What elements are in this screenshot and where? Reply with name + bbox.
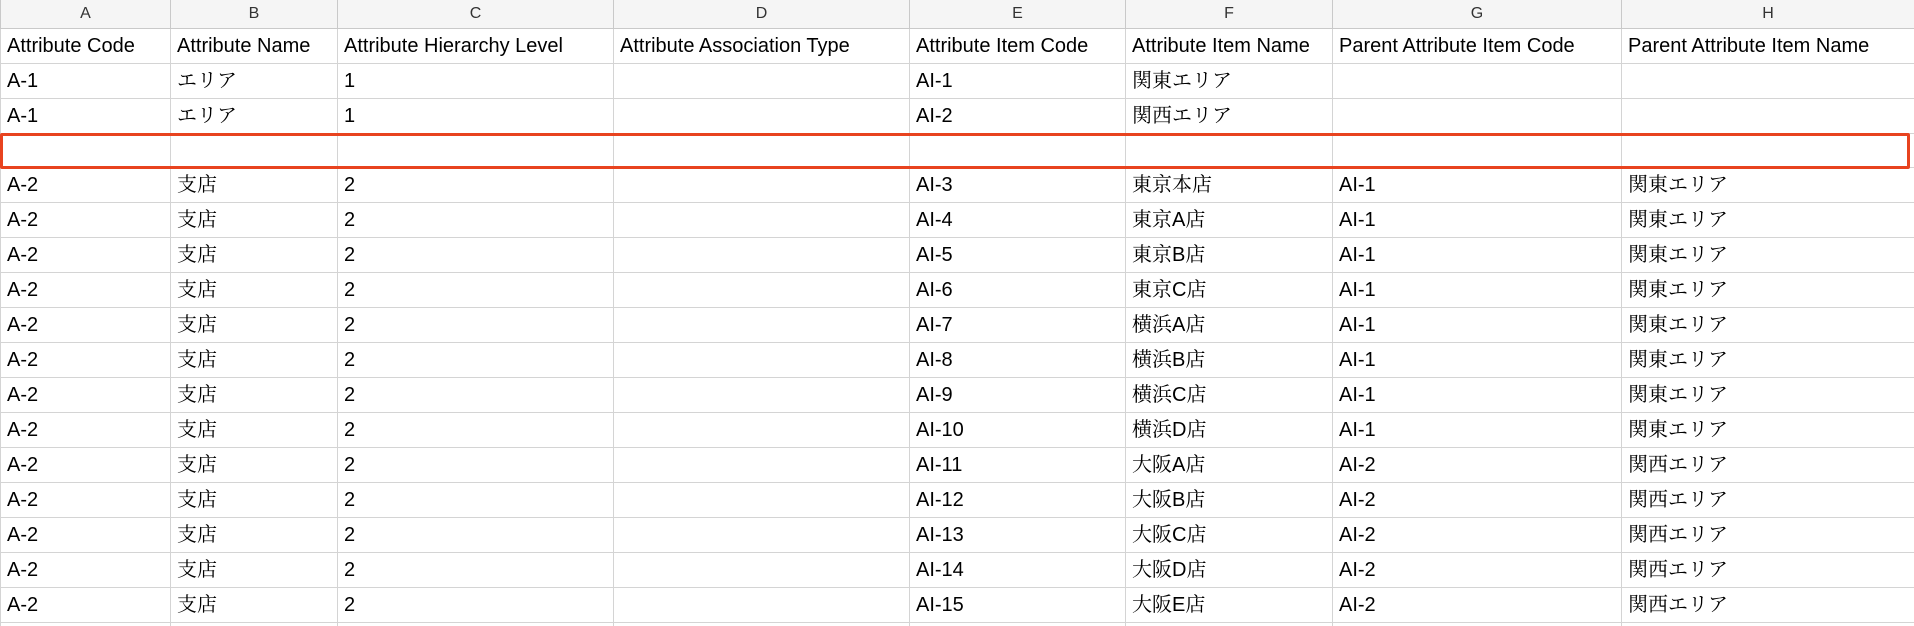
table-cell[interactable] — [1622, 99, 1914, 134]
table-cell[interactable]: 1 — [338, 99, 614, 134]
table-cell[interactable]: 関東エリア — [1126, 64, 1333, 99]
table-cell[interactable] — [614, 134, 910, 168]
table-cell[interactable] — [1, 134, 171, 168]
table-row[interactable] — [1, 483, 1914, 518]
header-cell[interactable]: Parent Attribute Item Code — [1333, 29, 1622, 64]
table-row[interactable] — [1, 518, 1914, 553]
table-cell[interactable]: AI-13 — [910, 518, 1126, 553]
table-cell[interactable] — [614, 413, 910, 448]
table-cell[interactable]: AI-15 — [910, 588, 1126, 623]
header-cell[interactable]: Attribute Code — [1, 29, 171, 64]
grid-body[interactable] — [1, 29, 1914, 626]
table-cell[interactable] — [614, 203, 910, 238]
table-cell[interactable]: A-2 — [1, 448, 171, 483]
table-cell[interactable]: AI-1 — [1333, 168, 1622, 203]
table-cell[interactable]: AI-2 — [1333, 553, 1622, 588]
table-cell[interactable] — [614, 483, 910, 518]
table-cell[interactable]: 関西エリア — [1126, 99, 1333, 134]
table-row[interactable] — [1, 378, 1914, 413]
table-cell[interactable]: A-2 — [1, 273, 171, 308]
table-cell[interactable]: 支店 — [171, 483, 338, 518]
table-cell[interactable]: 東京A店 — [1126, 203, 1333, 238]
table-cell[interactable]: 関東エリア — [1622, 203, 1914, 238]
table-cell[interactable] — [614, 308, 910, 343]
table-cell[interactable] — [1333, 64, 1622, 99]
header-cell[interactable]: Attribute Item Code — [910, 29, 1126, 64]
table-cell[interactable]: A-1 — [1, 64, 171, 99]
header-cell[interactable]: Attribute Hierarchy Level — [338, 29, 614, 64]
table-cell[interactable] — [614, 168, 910, 203]
table-cell[interactable]: A-2 — [1, 553, 171, 588]
table-cell[interactable]: A-2 — [1, 413, 171, 448]
column-header-row — [1, 0, 1914, 29]
column-header-g[interactable]: G — [1333, 0, 1622, 29]
table-cell[interactable]: AI-11 — [910, 448, 1126, 483]
table-row[interactable] — [1, 448, 1914, 483]
table-cell[interactable]: AI-2 — [1333, 448, 1622, 483]
table-cell[interactable]: A-2 — [1, 343, 171, 378]
table-cell[interactable] — [614, 99, 910, 134]
table-cell[interactable]: AI-2 — [910, 99, 1126, 134]
table-cell[interactable]: 2 — [338, 483, 614, 518]
table-row[interactable] — [1, 99, 1914, 134]
table-cell[interactable]: 関東エリア — [1622, 343, 1914, 378]
table-row[interactable] — [1, 623, 1914, 626]
table-cell[interactable]: A-2 — [1, 308, 171, 343]
table-cell[interactable]: エリア — [171, 99, 338, 134]
table-cell[interactable]: A-2 — [1, 378, 171, 413]
table-row[interactable] — [1, 343, 1914, 378]
table-cell[interactable] — [614, 343, 910, 378]
table-cell[interactable]: AI-1 — [1333, 238, 1622, 273]
table-cell[interactable]: AI-10 — [910, 413, 1126, 448]
table-cell[interactable]: AI-1 — [1333, 413, 1622, 448]
table-cell[interactable]: 2 — [338, 588, 614, 623]
table-cell[interactable]: 2 — [338, 308, 614, 343]
table-row[interactable] — [1, 413, 1914, 448]
table-row[interactable] — [1, 134, 1914, 168]
table-cell[interactable]: AI-1 — [1333, 203, 1622, 238]
table-cell[interactable]: 関東エリア — [1622, 168, 1914, 203]
table-cell[interactable]: 2 — [338, 518, 614, 553]
table-cell[interactable] — [614, 518, 910, 553]
column-header-d[interactable]: D — [614, 0, 910, 29]
table-cell[interactable] — [338, 134, 614, 168]
table-row[interactable] — [1, 308, 1914, 343]
table-cell[interactable]: 大阪C店 — [1126, 518, 1333, 553]
table-cell[interactable] — [614, 378, 910, 413]
header-cell[interactable]: Attribute Item Name — [1126, 29, 1333, 64]
table-cell[interactable]: 支店 — [171, 518, 338, 553]
column-header-f[interactable]: F — [1126, 0, 1333, 29]
table-cell[interactable]: 支店 — [171, 413, 338, 448]
table-cell[interactable]: 関東エリア — [1622, 378, 1914, 413]
table-cell[interactable] — [338, 623, 614, 626]
table-cell[interactable] — [614, 588, 910, 623]
column-header-b[interactable]: B — [171, 0, 338, 29]
table-header-row[interactable] — [1, 29, 1914, 64]
table-cell[interactable]: 2 — [338, 273, 614, 308]
table-cell[interactable]: AI-14 — [910, 553, 1126, 588]
table-cell[interactable] — [614, 273, 910, 308]
table-cell[interactable]: 支店 — [171, 553, 338, 588]
table-cell[interactable]: 関西エリア — [1622, 448, 1914, 483]
table-cell[interactable]: AI-6 — [910, 273, 1126, 308]
column-header-a[interactable]: A — [1, 0, 171, 29]
table-cell[interactable]: A-2 — [1, 168, 171, 203]
table-cell[interactable]: A-2 — [1, 203, 171, 238]
table-cell[interactable]: AI-1 — [1333, 273, 1622, 308]
table-cell[interactable] — [1126, 134, 1333, 168]
table-cell[interactable]: 2 — [338, 378, 614, 413]
table-cell[interactable]: エリア — [171, 64, 338, 99]
table-cell[interactable]: 2 — [338, 448, 614, 483]
header-cell[interactable]: Parent Attribute Item Name — [1622, 29, 1914, 64]
table-cell[interactable] — [171, 623, 338, 626]
column-header-e[interactable]: E — [910, 0, 1126, 29]
table-cell[interactable]: 2 — [338, 238, 614, 273]
table-cell[interactable]: 関東エリア — [1622, 273, 1914, 308]
table-cell[interactable]: AI-7 — [910, 308, 1126, 343]
table-cell[interactable]: 横浜A店 — [1126, 308, 1333, 343]
table-cell[interactable] — [614, 553, 910, 588]
table-cell[interactable]: 2 — [338, 343, 614, 378]
table-cell[interactable]: 関東エリア — [1622, 238, 1914, 273]
table-cell[interactable]: 関西エリア — [1622, 483, 1914, 518]
column-header-h[interactable]: H — [1622, 0, 1914, 29]
table-row[interactable] — [1, 168, 1914, 203]
table-row[interactable] — [1, 64, 1914, 99]
table-cell[interactable]: AI-5 — [910, 238, 1126, 273]
table-cell[interactable] — [910, 134, 1126, 168]
table-cell[interactable]: 大阪D店 — [1126, 553, 1333, 588]
table-cell[interactable]: 2 — [338, 203, 614, 238]
table-cell[interactable]: A-2 — [1, 238, 171, 273]
table-cell[interactable]: 支店 — [171, 238, 338, 273]
table-cell[interactable]: A-2 — [1, 483, 171, 518]
table-cell[interactable]: A-2 — [1, 588, 171, 623]
table-cell[interactable]: 大阪E店 — [1126, 588, 1333, 623]
column-header-c[interactable]: C — [338, 0, 614, 29]
table-cell[interactable] — [614, 238, 910, 273]
header-cell[interactable]: Attribute Name — [171, 29, 338, 64]
table-cell[interactable]: 横浜D店 — [1126, 413, 1333, 448]
table-cell[interactable] — [1126, 623, 1333, 626]
table-cell[interactable]: AI-3 — [910, 168, 1126, 203]
table-cell[interactable]: 支店 — [171, 588, 338, 623]
table-row[interactable] — [1, 273, 1914, 308]
table-cell[interactable] — [1333, 99, 1622, 134]
table-cell[interactable]: AI-2 — [1333, 588, 1622, 623]
table-cell[interactable] — [1622, 623, 1914, 626]
table-cell[interactable]: 横浜B店 — [1126, 343, 1333, 378]
table-cell[interactable]: 横浜C店 — [1126, 378, 1333, 413]
table-cell[interactable]: A-2 — [1, 518, 171, 553]
table-cell[interactable] — [171, 134, 338, 168]
table-cell[interactable]: 支店 — [171, 273, 338, 308]
table-cell[interactable]: AI-4 — [910, 203, 1126, 238]
table-cell[interactable]: 1 — [338, 64, 614, 99]
table-cell[interactable]: AI-1 — [1333, 343, 1622, 378]
table-cell[interactable]: 関西エリア — [1622, 588, 1914, 623]
table-cell[interactable]: 支店 — [171, 343, 338, 378]
table-cell[interactable]: 支店 — [171, 378, 338, 413]
table-cell[interactable] — [910, 623, 1126, 626]
table-cell[interactable] — [1622, 64, 1914, 99]
table-cell[interactable]: 関西エリア — [1622, 518, 1914, 553]
table-cell[interactable]: AI-1 — [910, 64, 1126, 99]
table-cell[interactable]: 支店 — [171, 308, 338, 343]
table-cell[interactable]: AI-2 — [1333, 483, 1622, 518]
table-cell[interactable]: 関東エリア — [1622, 413, 1914, 448]
table-cell[interactable]: 2 — [338, 553, 614, 588]
table-cell[interactable]: AI-8 — [910, 343, 1126, 378]
table-cell[interactable]: AI-9 — [910, 378, 1126, 413]
table-cell[interactable]: 関東エリア — [1622, 308, 1914, 343]
table-cell[interactable]: 大阪B店 — [1126, 483, 1333, 518]
table-cell[interactable] — [614, 623, 910, 626]
table-row[interactable] — [1, 203, 1914, 238]
table-cell[interactable]: AI-1 — [1333, 378, 1622, 413]
table-row[interactable] — [1, 553, 1914, 588]
table-cell[interactable] — [614, 448, 910, 483]
table-cell[interactable] — [1333, 623, 1622, 626]
table-cell[interactable]: A-1 — [1, 99, 171, 134]
table-row[interactable] — [1, 238, 1914, 273]
table-cell[interactable]: 2 — [338, 413, 614, 448]
table-cell[interactable]: 大阪A店 — [1126, 448, 1333, 483]
table-cell[interactable]: 2 — [338, 168, 614, 203]
table-cell[interactable]: AI-12 — [910, 483, 1126, 518]
table-cell[interactable] — [614, 64, 910, 99]
table-cell[interactable]: 支店 — [171, 448, 338, 483]
table-cell[interactable] — [1622, 134, 1914, 168]
table-cell[interactable] — [1, 623, 171, 626]
table-cell[interactable]: 関西エリア — [1622, 553, 1914, 588]
table-cell[interactable]: 東京B店 — [1126, 238, 1333, 273]
table-cell[interactable]: AI-1 — [1333, 308, 1622, 343]
table-cell[interactable]: 東京本店 — [1126, 168, 1333, 203]
table-cell[interactable]: 支店 — [171, 203, 338, 238]
header-cell[interactable]: Attribute Association Type — [614, 29, 910, 64]
table-cell[interactable]: AI-2 — [1333, 518, 1622, 553]
table-cell[interactable] — [1333, 134, 1622, 168]
table-row[interactable] — [1, 588, 1914, 623]
table-cell[interactable]: 東京C店 — [1126, 273, 1333, 308]
table-cell[interactable]: 支店 — [171, 168, 338, 203]
